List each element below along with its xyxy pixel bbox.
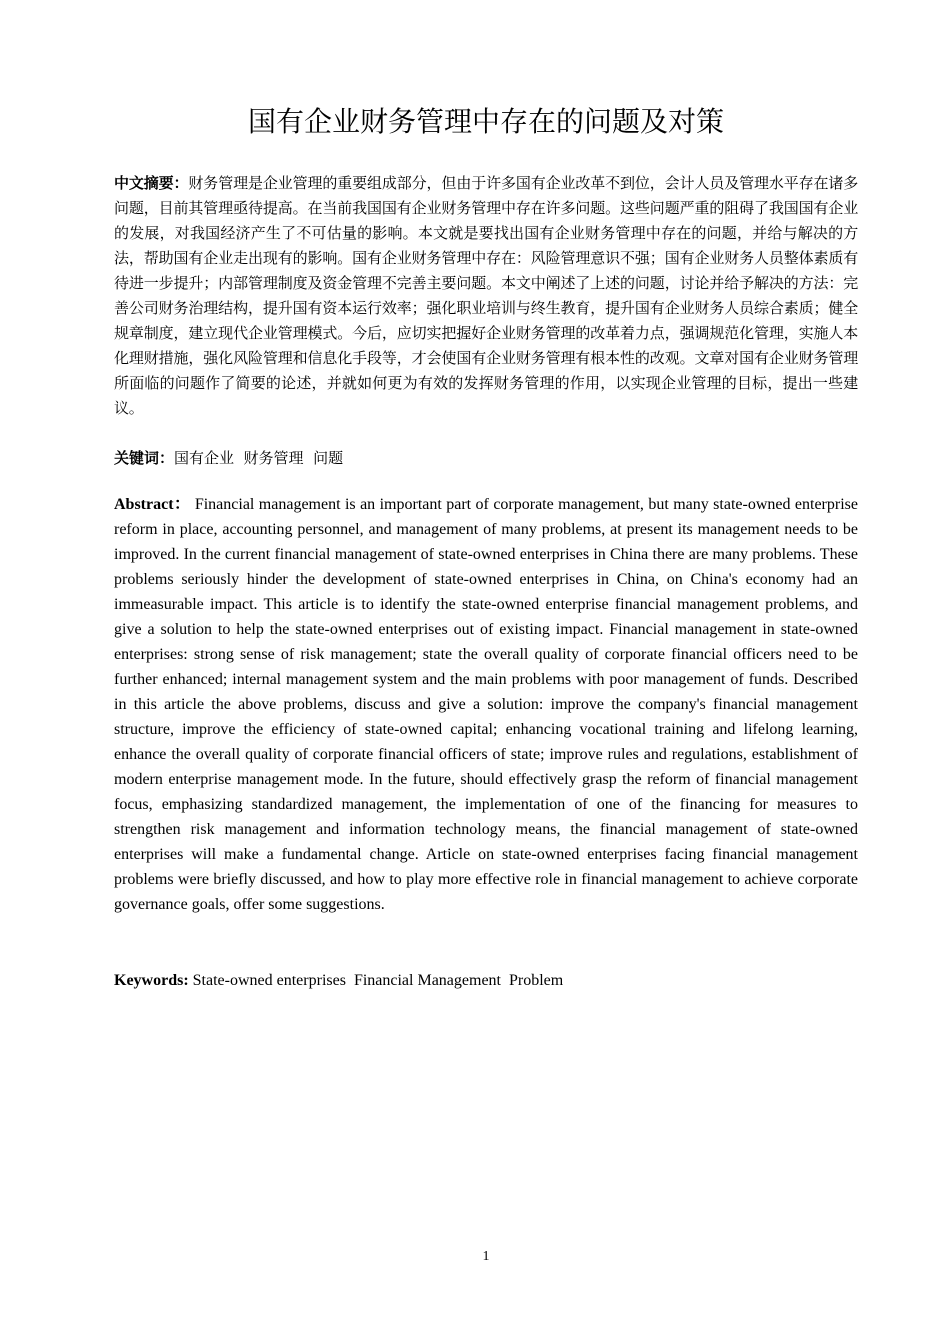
chinese-keywords-label: 关键词： bbox=[114, 449, 175, 467]
english-abstract-label: Abstract： bbox=[114, 496, 191, 513]
english-abstract-text: Financial management is an important part of corporate management, but many state-owned enterprise reform in place, accounting personnel, and management of many problems, at present its management needs to be improved. In the current financial management of state-owned enterprises in China there are many problems. These problems seriously hinder the development of state-owned enterprises in China, on China's economy had an immeasurable impact. This article is to identify the state-owned enterprise financial management problems, and give a solution to help the state-owned enterprises out of existing impact. Financial management in state-owned enterprises: strong sense of risk management; state the overall quality of corporate financial officers need to be further enhanced; internal management system and the main problems with poor management of funds. Described in this article the above problems, discuss and give a solution: improve the company's financial management structure, improve the efficiency of state-owned capital; enhancing vocational training and lifelong learning, enhance the overall quality of corporate financial officers of state; improve rules and regulations, establishment of modern enterprise management mode. In the future, should effectively grasp the reform of financial management focus, emphasizing standardized management, the implementation of one of the financing for measures to strengthen risk management and information technology means, the financial management of state-owned enterprises will make a fundamental change. Article on state-owned enterprises facing financial management problems were briefly discussed, and how to play more effective role in financial management to achieve corporate governance goals, offer some suggestions. bbox=[114, 496, 858, 913]
chinese-abstract-label: 中文摘要： bbox=[114, 174, 189, 192]
chinese-abstract-text: 财务管理是企业管理的重要组成部分，但由于许多国有企业改革不到位，会计人员及管理水平存在诸多问题，目前其管理亟待提高。在当前我国国有企业财务管理中存在许多问题。这些问题严重的阻碍了我国国有企业的发展，对我国经济产生了不可估量的影响。本文就是要找出国有企业财务管理中存在的问题，并给与解决的方法，帮助国有企业走出现有的影响。国有企业财务管理中存在：风险管理意识不强；国有企业财务人员整体素质有待进一步提升；内部管理制度及资金管理不完善主要问题。本文中阐述了上述的问题，讨论并给予解决的方法：完善公司财务治理结构，提升国有资本运行效率；强化职业培训与终生教育，提升国有企业财务人员综合素质；健全规章制度，建立现代企业管理模式。今后，应切实把握好企业财务管理的改革着力点，强调规范化管理，实施人本化理财措施，强化风险管理和信息化手段等，才会使国有企业财务管理有根本性的改观。文章对国有企业财务管理所面临的问题作了简要的论述，并就如何更为有效的发挥财务管理的作用，以实现企业管理的目标，提出一些建议。 bbox=[114, 174, 858, 417]
document-page bbox=[114, 0, 858, 1344]
english-keywords-text: State-owned enterprises Financial Management Problem bbox=[188, 972, 564, 989]
english-abstract bbox=[114, 492, 858, 917]
english-keywords bbox=[114, 968, 858, 993]
chinese-abstract bbox=[114, 171, 858, 421]
page-number: 1 bbox=[482, 1249, 490, 1264]
chinese-keywords-text: 国有企业 财务管理 问题 bbox=[174, 449, 344, 467]
chinese-keywords bbox=[114, 446, 858, 471]
document-title: 国有企业财务管理中存在的问题及对策 bbox=[247, 105, 724, 138]
english-keywords-label: Keywords: bbox=[114, 972, 189, 989]
